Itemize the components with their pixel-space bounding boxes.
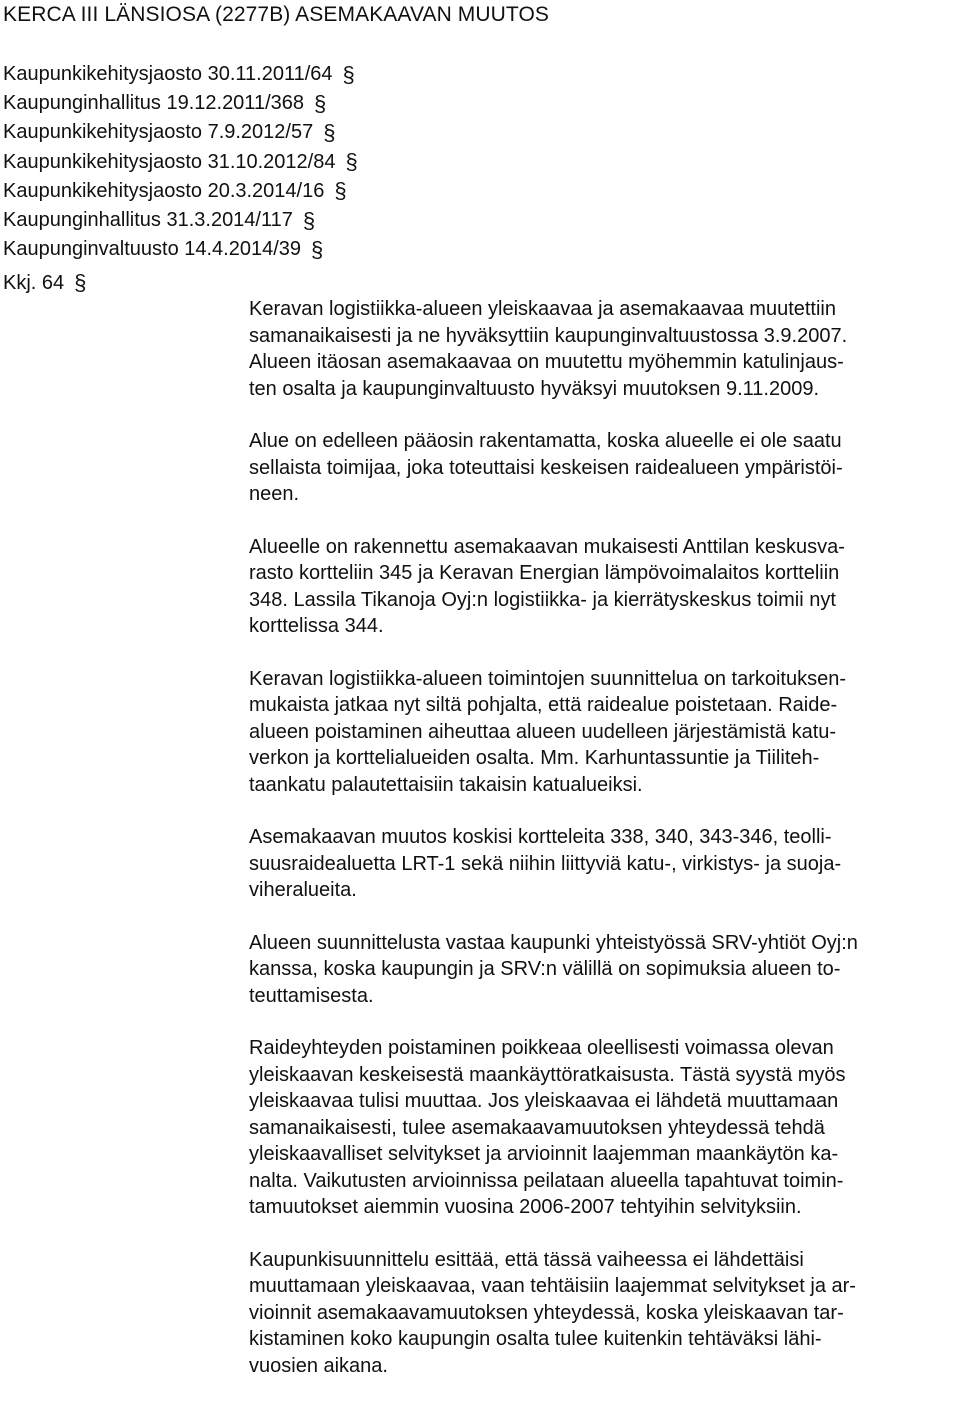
- history-item: [3, 118, 358, 147]
- history-item: [3, 235, 358, 264]
- document-body: [249, 296, 953, 1405]
- text-line: nalta. Vaikutusten arvioinnissa peilataan alueella tapahtuvat toimin-: [249, 1169, 844, 1192]
- text-line: samanaikaisesti, tulee asemakaavamuutoksen yhteydessä tehdä: [249, 1116, 825, 1139]
- text-line: ten osalta ja kaupunginvaltuusto hyväksyi muutoksen 9.11.2009.: [249, 377, 819, 400]
- text-line: Alueen suunnittelusta vastaa kaupunki yhteistyössä SRV-yhtiöt Oyj:n: [249, 931, 858, 954]
- text-line: viheralueita.: [249, 879, 357, 901]
- text-line: suusraidealuetta LRT-1 sekä niihin liittyviä katu-, virkistys- ja suoja-: [249, 852, 842, 875]
- history-item: [3, 177, 358, 206]
- history-item: [3, 206, 358, 235]
- text-line: muuttamaan yleiskaavaa, vaan tehtäisiin laajemmat selvitykset ja ar-: [249, 1275, 856, 1297]
- text-line: teuttamisesta.: [249, 984, 374, 1007]
- text-line: taankatu palautettaisiin takaisin katualueiksi.: [249, 773, 643, 796]
- history-entry: Kaupunginhallitus 31.3.2014/117: [3, 208, 293, 231]
- text-line: kistaminen koko kaupungin osalta tulee kuitenkin tehtäväksi lähi-: [249, 1328, 822, 1350]
- text-line: rasto kortteliin 345 ja Keravan Energian lämpövoimalaitos kortteliin: [249, 562, 840, 584]
- text-line: Raideyhteyden poistaminen poikkeaa oleellisesti voimassa olevan: [249, 1037, 834, 1059]
- text-line: mukaista jatkaa nyt siltä pohjalta, että raidealue poistetaan. Raide-: [249, 694, 838, 716]
- text-line: samanaikaisesti ja ne hyväksyttiin kaupunginvaltuustossa 3.9.2007.: [249, 324, 848, 347]
- paragraph-mark-icon: §: [342, 61, 355, 87]
- text-line: yleiskaavaa tulisi muuttaa. Jos yleiskaavaa ei lähdetä muuttamaan: [249, 1090, 839, 1112]
- text-line: alueen poistaminen aiheuttaa alueen uudelleen järjestämistä katu-: [249, 720, 837, 743]
- history-item: [3, 148, 358, 177]
- text-line: korttelissa 344.: [249, 615, 384, 637]
- body-paragraph: [249, 1247, 953, 1380]
- text-line: Kaupunkisuunnittelu esittää, että tässä vaiheessa ei lähdettäisi: [249, 1248, 804, 1271]
- document-title: KERCA III LÄNSIOSA (2277B) ASEMAKAAVAN MUUTOS: [3, 3, 550, 26]
- text-line: Asemakaavan muutos koskisi kortteleita 338, 340, 343-346, teolli-: [249, 826, 832, 848]
- text-line: 348. Lassila Tikanoja Oyj:n logistiikka- ja kierrätyskeskus toimii nyt: [249, 588, 836, 611]
- text-line: Alueelle on rakennettu asemakaavan mukaisesti Anttilan keskusva-: [249, 535, 845, 558]
- text-line: kanssa, koska kaupungin ja SRV:n välillä on sopimuksia alueen to-: [249, 958, 841, 980]
- body-paragraph: [249, 428, 953, 508]
- paragraph-mark-icon: §: [323, 119, 336, 145]
- text-line: verkon ja korttelialueiden osalta. Mm. Karhuntassuntie ja Tiiliteh-: [249, 747, 820, 769]
- text-line: tamuutokset aiemmin vuosina 2006-2007 tehtyihin selvityksiin.: [249, 1196, 802, 1218]
- history-entry: Kaupunkikehitysjaosto 20.3.2014/16: [3, 179, 325, 202]
- body-paragraph: [249, 534, 953, 640]
- history-entry: Kaupunkikehitysjaosto 31.10.2012/84: [3, 150, 336, 173]
- text-line: Alueen itäosan asemakaavaa on muutettu myöhemmin katulinjaus-: [249, 351, 844, 373]
- section-ref-label: Kkj. 64: [3, 272, 65, 294]
- history-item: [3, 89, 358, 118]
- history-entry: Kaupunginvaltuusto 14.4.2014/39: [3, 238, 302, 261]
- decision-history: [3, 60, 358, 264]
- body-paragraph: [249, 930, 953, 1010]
- text-line: yleiskaavan keskeisestä maankäyttöratkaisusta. Tästä syystä myös: [249, 1063, 846, 1086]
- history-entry: Kaupunginhallitus 19.12.2011/368: [3, 92, 304, 115]
- text-line: Keravan logistiikka-alueen toimintojen suunnittelua on tarkoituksen-: [249, 667, 847, 690]
- history-entry: Kaupunkikehitysjaosto 30.11.2011/64: [3, 63, 333, 85]
- paragraph-mark-icon: §: [302, 207, 316, 233]
- text-line: yleiskaavalliset selvitykset ja arvioinnit laajemman maankäytön ka-: [249, 1143, 839, 1165]
- text-line: sellaista toimijaa, joka toteuttaisi keskeisen raidealueen ympäristöi-: [249, 456, 843, 479]
- body-paragraph: [249, 666, 953, 799]
- section-reference: [3, 270, 86, 296]
- paragraph-mark-icon: §: [74, 270, 87, 295]
- text-line: vuosien aikana.: [249, 1354, 388, 1377]
- paragraph-mark-icon: §: [345, 149, 358, 175]
- history-item: [3, 60, 358, 89]
- paragraph-mark-icon: §: [311, 236, 324, 262]
- text-line: neen.: [249, 483, 300, 505]
- body-paragraph: [249, 824, 953, 904]
- text-line: vioinnit asemakaavamuutoksen yhteydessä, koska yleiskaavan tar-: [249, 1301, 844, 1324]
- paragraph-mark-icon: §: [334, 178, 347, 204]
- history-entry: Kaupunkikehitysjaosto 7.9.2012/57: [3, 121, 314, 144]
- text-line: Alue on edelleen pääosin rakentamatta, koska alueelle ei ole saatu: [249, 430, 842, 452]
- body-paragraph: [249, 1035, 953, 1221]
- text-line: Keravan logistiikka-alueen yleiskaavaa ja asemakaavaa muutettiin: [249, 298, 836, 320]
- body-paragraph: [249, 296, 953, 402]
- paragraph-mark-icon: §: [314, 90, 327, 116]
